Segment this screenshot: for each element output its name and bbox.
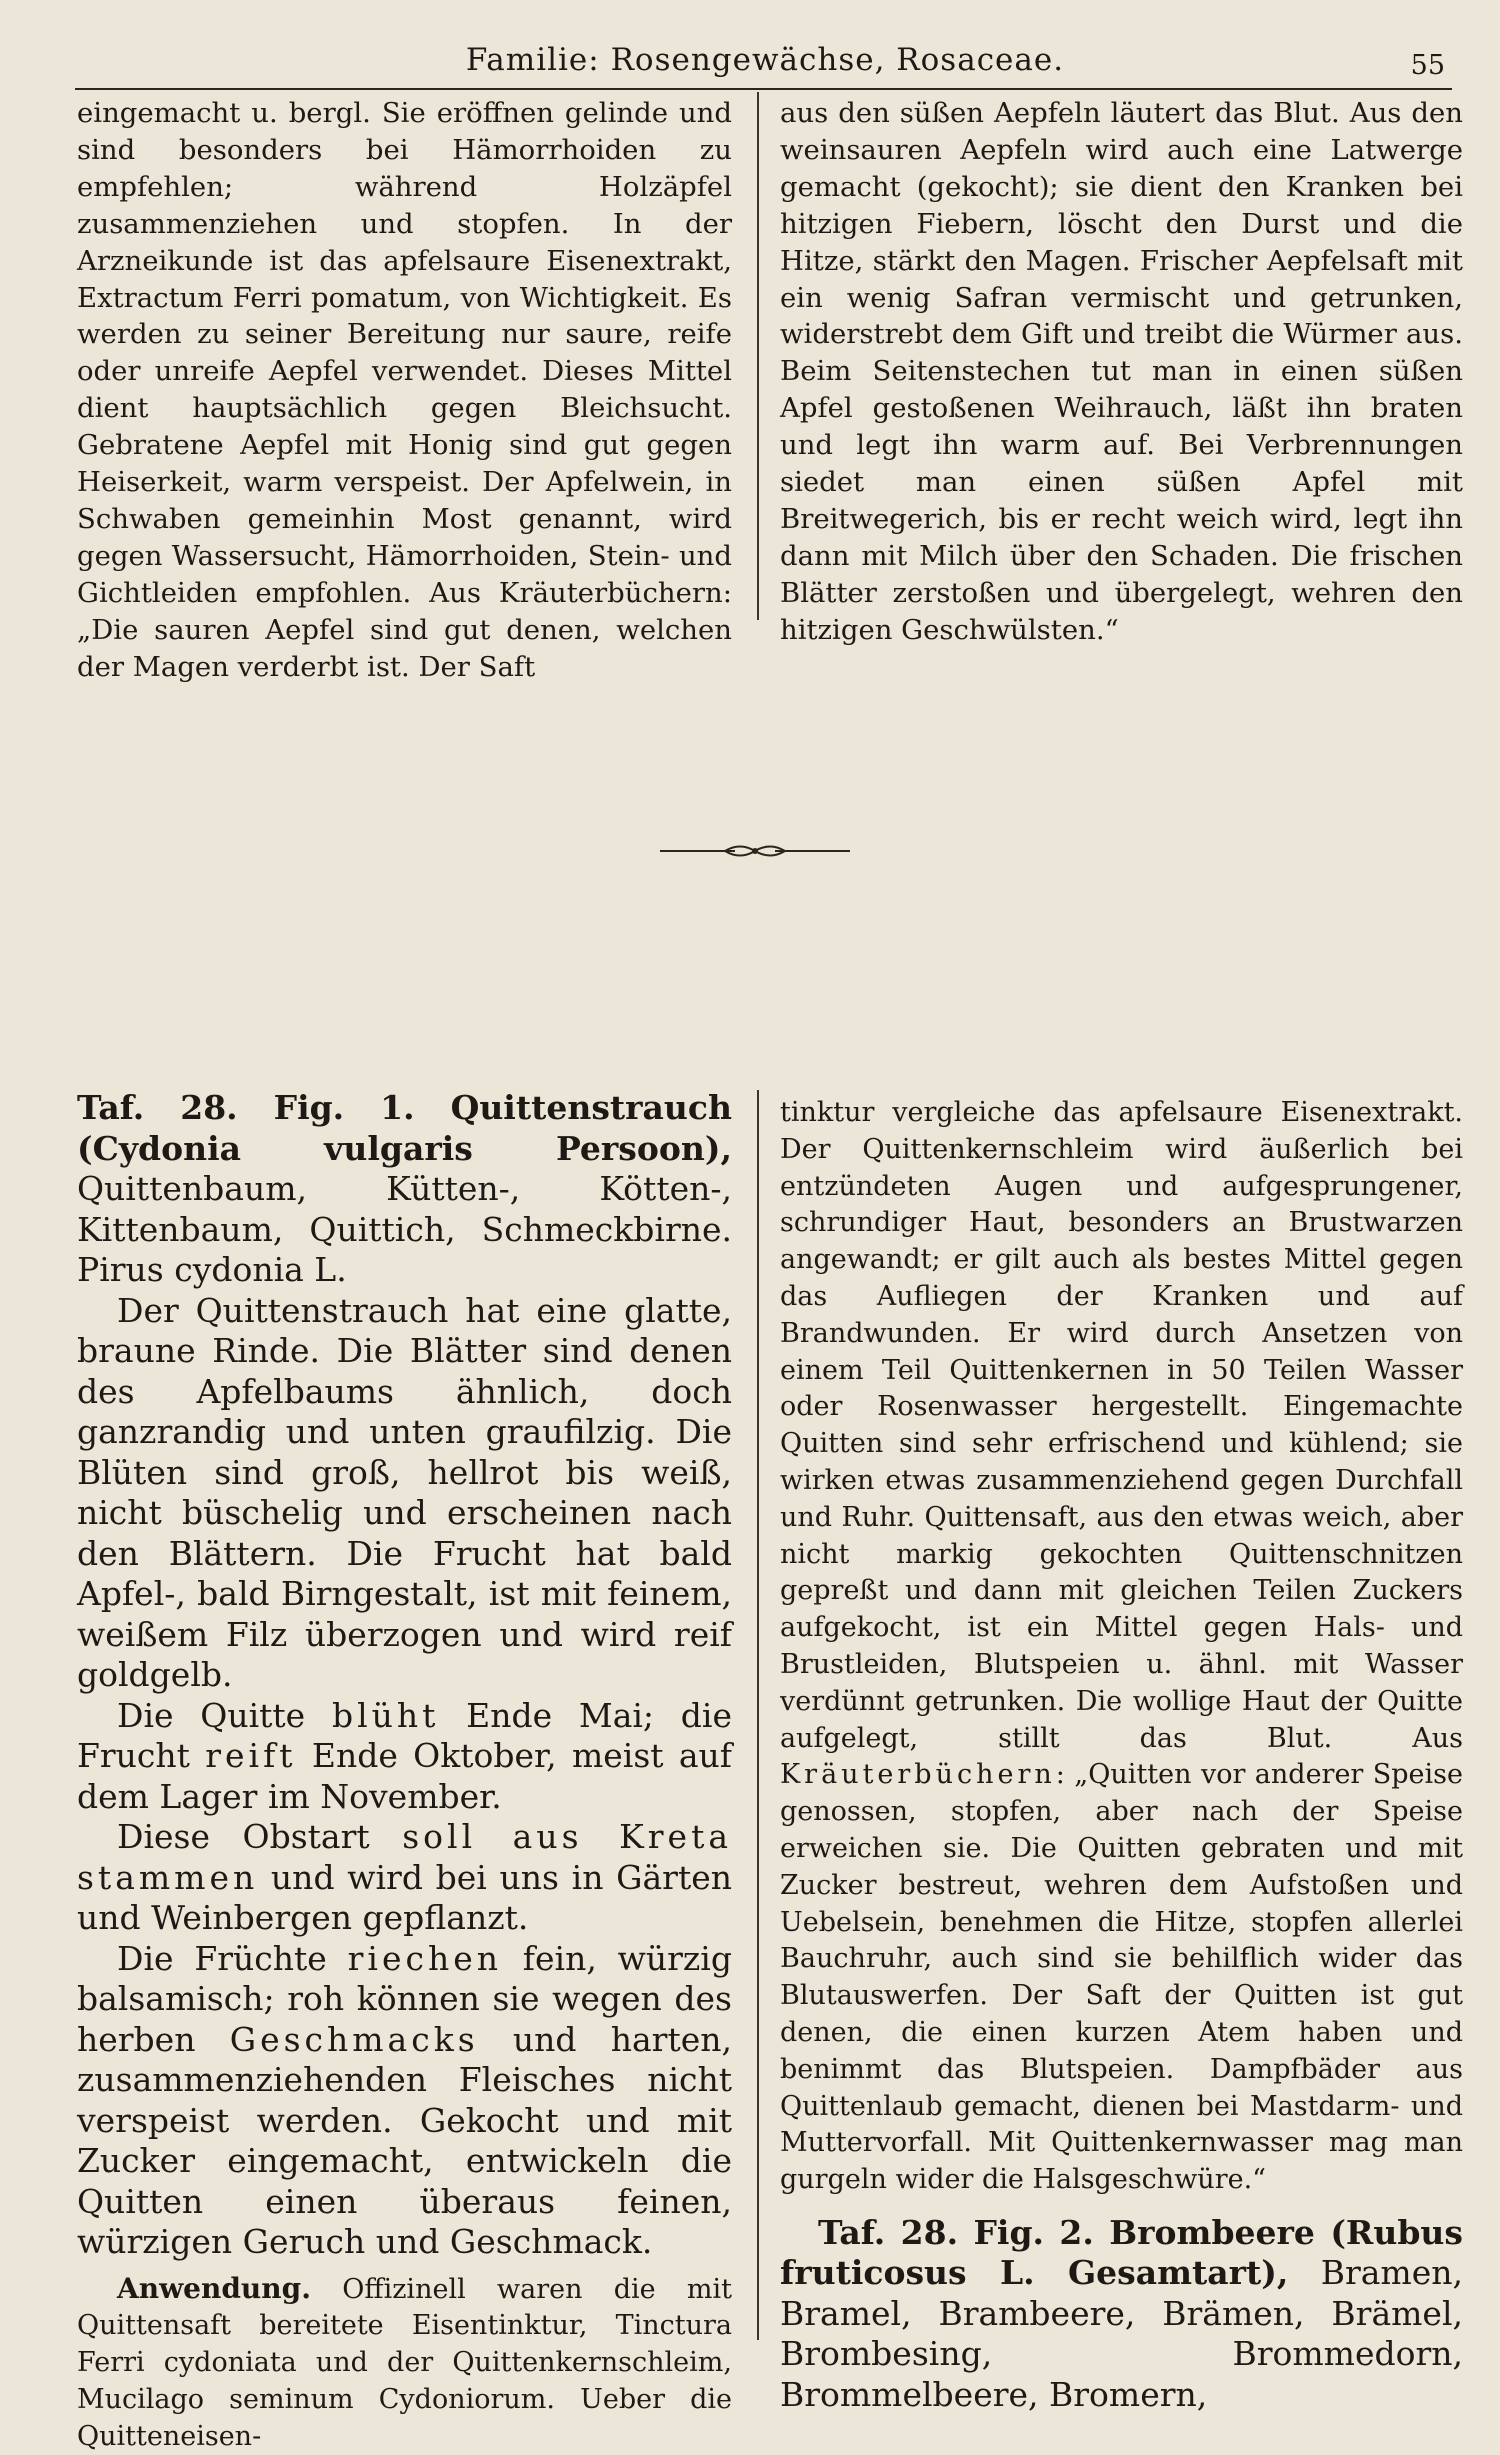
section-heading-quince	[77, 1088, 732, 1291]
quince-application: Anwendung. Offizinell waren die mit Quittensaft bereitete Eisentinktur, Tinctura Ferri cydoniata und der Quittenkernschleim, Mucilago seminum Cydoniorum. Ueber die Quitteneisen-	[77, 2271, 732, 2455]
quince-origin: Diese Obstart soll aus Kreta stammen und wird bei uns in Gärten und Weinbergen gepflanzt.	[77, 1817, 732, 1939]
section-heading-blackberry	[780, 2213, 1463, 2416]
quince-description: Der Quittenstrauch hat eine glatte, braune Rinde. Die Blätter sind denen des Apfelbaums ähnlich, doch ganzrandig und unten graufilzig. Die Blüten sind groß, hellrot bis weiß, nicht büschelig und erscheinen nach den Blättern. Die Frucht hat bald Apfel-, bald Birngestalt, ist mit feinem, weißem Filz überzogen und wird reif goldgelb.	[77, 1291, 732, 1696]
ornament-divider	[655, 836, 855, 866]
top-right-column	[780, 95, 1463, 649]
page-number: 55	[1411, 50, 1445, 81]
page-header	[75, 38, 1455, 82]
bottom-left-column	[77, 1088, 732, 2455]
running-title: Familie: Rosengewächse, Rosaceae.	[75, 42, 1455, 78]
quince-bloom: Die Quitte blüht Ende Mai; die Frucht reift Ende Oktober, meist auf dem Lager im November.	[77, 1696, 732, 1818]
quince-usage-continued: tinktur vergleiche das apfelsaure Eisenextrakt. Der Quittenkernschleim wird äußerlich bei entzündeten Augen und aufgesprungener, schrundiger Haut, besonders an Brustwarzen angewandt; er gilt auch als bestes Mittel gegen das Aufliegen der Kranken und auf Brandwunden. Er wird durch Ansetzen von einem Teil Quittenkernen in 50 Teilen Wasser oder Rosenwasser hergestellt. Eingemachte Quitten sind sehr erfrischend und kühlend; sie wirken etwas zusammenziehend gegen Durchfall und Ruhr. Quittensaft, aus den etwas weich, aber nicht markig gekochten Quittenschnitzen gepreßt und dann mit gleichen Teilen Zuckers aufgekocht, ist ein Mittel gegen Hals- und Brustleiden, Blutspeien u. ähnl. mit Wasser verdünnt getrunken. Die wollige Haut der Quitte aufgelegt, stillt das Blut. Aus Kräuterbüchern: „Quitten vor anderer Speise genossen, stopfen, aber nach der Speise erweichen sie. Die Quitten gebraten und mit Zucker bestreut, wehren dem Aufstoßen und Uebelsein, benehmen die Hitze, stopfen allerlei Bauchruhr, auch sind sie behilflich wider das Blutauswerfen. Der Saft der Quitten ist gut denen, die einen kurzen Atem haben und benimmt das Blutspeien. Dampfbäder aus Quittenlaub gemacht, dienen bei Mastdarm- und Muttervorfall. Mit Quittenkernwasser mag man gurgeln wider die Halsgeschwüre.“	[780, 1095, 1463, 2199]
heading-blackberry-bold: Taf. 28. Fig. 2. Brombeere (Rubus fruticosus L. Gesamtart),	[780, 2213, 1463, 2293]
quince-fruit: Die Früchte riechen fein, würzig balsamisch; roh können sie wegen des herben Geschmacks und harten, zusammenziehenden Fleisches nicht verspeist werden. Gekocht und mit Zucker eingemacht, entwickeln die Quitten einen überaus feinen, würzigen Geruch und Geschmack.	[77, 1939, 732, 2263]
top-column-divider	[757, 92, 759, 620]
heading-blackberry-synonyms: Bramen, Bramel, Brambeere, Brämen, Brämel, Brombesing, Brommedorn, Brommelbeere, Bromern,	[780, 2253, 1463, 2414]
heading-quince-synonyms: Quittenbaum, Kütten-, Kötten-, Kittenbaum, Quittich, Schmeckbirne. Pirus cydonia L.	[77, 1169, 732, 1289]
header-rule	[75, 88, 1452, 90]
top-left-text: eingemacht u. bergl. Sie eröffnen gelinde und sind besonders bei Hämorrhoiden zu empfehlen; während Holzäpfel zusammenziehen und stopfen. In der Arzneikunde ist das apfelsaure Eisenextrakt, Extractum Ferri pomatum, von Wichtigkeit. Es werden zu seiner Bereitung nur saure, reife oder unreife Aepfel verwendet. Dieses Mittel dient hauptsächlich gegen Bleichsucht. Gebratene Aepfel mit Honig sind gut gegen Heiserkeit, warm verspeist. Der Apfelwein, in Schwaben gemeinhin Most genannt, wird gegen Wassersucht, Hämorrhoiden, Stein- und Gichtleiden empfohlen. Aus Kräuterbüchern: „Die sauren Aepfel sind gut denen, welchen der Magen verderbt ist. Der Saft	[77, 95, 732, 686]
top-left-column	[77, 95, 732, 686]
heading-quince-bold: Taf. 28. Fig. 1. Quittenstrauch (Cydonia vulgaris Persoon),	[77, 1088, 732, 1168]
bottom-right-column	[780, 1095, 1463, 2415]
top-right-text: aus den süßen Aepfeln läutert das Blut. Aus den weinsauren Aepfeln wird auch eine Latwerge gemacht (gekocht); sie dient den Kranken bei hitzigen Fiebern, löscht den Durst und die Hitze, stärkt den Magen. Frischer Aepfelsaft mit ein wenig Safran vermischt und getrunken, widerstrebt dem Gift und treibt die Würmer aus. Beim Seitenstechen tut man in einen süßen Apfel gestoßenen Weihrauch, läßt ihn braten und legt ihn warm auf. Bei Verbrennungen siedet man einen süßen Apfel mit Breitwegerich, bis er recht weich wird, legt ihn dann mit Milch über den Schaden. Die frischen Blätter zerstoßen und übergelegt, wehren den hitzigen Geschwülsten.“	[780, 95, 1463, 649]
bottom-column-divider	[757, 1090, 759, 2340]
